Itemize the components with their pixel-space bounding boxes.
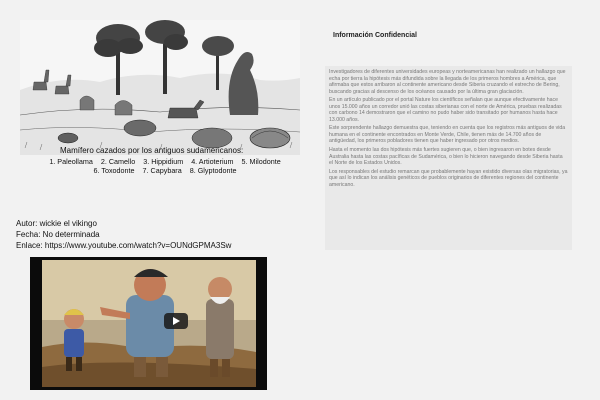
link-line[interactable]: Enlace: https://www.youtube.com/watch?v=OUNdGPMA3Sw <box>16 241 232 250</box>
author-line: Autor: wickie el vikingo <box>16 219 97 228</box>
confidential-paragraph: En un artículo publicado por el portal Nature los científicos señalan que aunque efectivamente hace unos 15.000 años un corredor unió las costas siberianas con el norte de América, pruebas realizadas con carbono 14 demostraron que el camino no pudo haber sido transitado por humanos hasta hace 13.000 años. <box>329 97 562 123</box>
source-meta <box>16 218 231 251</box>
prehistoric-animals-illustration <box>20 20 300 155</box>
caption-item: 3. Hippidium <box>143 157 184 166</box>
caption-row <box>20 166 310 175</box>
video-embed[interactable] <box>30 257 267 390</box>
date-line: Fecha: No determinada <box>16 230 100 239</box>
confidential-paragraph: Investigadores de diferentes universidades europeas y norteamericanas han realizado un hallazgo que echa por tierra la hipótesis más difundida sobre la llegada de los primeros hombres a América, que afirmaba que estos arribaron al continente americano desde Siberia cruzando el estrecho de Bering, buscando gracias al descenso de los océanos causado por la última gran glaciación. <box>329 69 566 95</box>
caption-item: 6. Toxodonte <box>93 166 135 175</box>
caption-title: Mamífero cazados por los antiguos sudamericanos: <box>60 146 244 155</box>
confidential-paragraph: Los responsables del estudio remarcan que probablemente hayan existido diversas olas migratorias, ya que así lo indican los análisis genéticos de pueblos originarios de diferentes regiones del continente americano. <box>329 168 568 188</box>
caption-row <box>20 157 310 166</box>
confidential-paragraph: Hasta el momento las dos hipótesis más fuertes sugieren que, o bien ingresaron en botes desde Australia hasta las costas pacíficas de Sudamérica, o bien lo hicieron navegando desde Siberia hasta el Norte de los Estados Unidos. <box>329 147 563 167</box>
confidential-title: Información Confidencial <box>333 32 418 39</box>
caption-item: 5. Milodonte <box>241 157 281 166</box>
caption-item: 4. Artioterium <box>191 157 234 166</box>
caption-item: 7. Capybara <box>142 166 182 175</box>
confidential-paragraph: Este sorprendente hallazgo demuestra que, teniendo en cuenta que los registros más antiguos de vida humana en el continente encontrados en Monte Verde, Chile, tienen más de 14.700 años de antigüedad, los primeros pobladores tienen que haber ingresado por otros medios. <box>329 125 566 145</box>
confidential-text-box <box>325 66 572 250</box>
caption-item: 1. Paleollama <box>49 157 93 166</box>
caption-item: 2. Camello <box>100 157 136 166</box>
video-thumbnail <box>30 257 267 390</box>
caption-item: 8. Glyptodonte <box>189 166 237 175</box>
play-icon[interactable] <box>164 313 188 329</box>
illustration-caption <box>20 146 310 175</box>
